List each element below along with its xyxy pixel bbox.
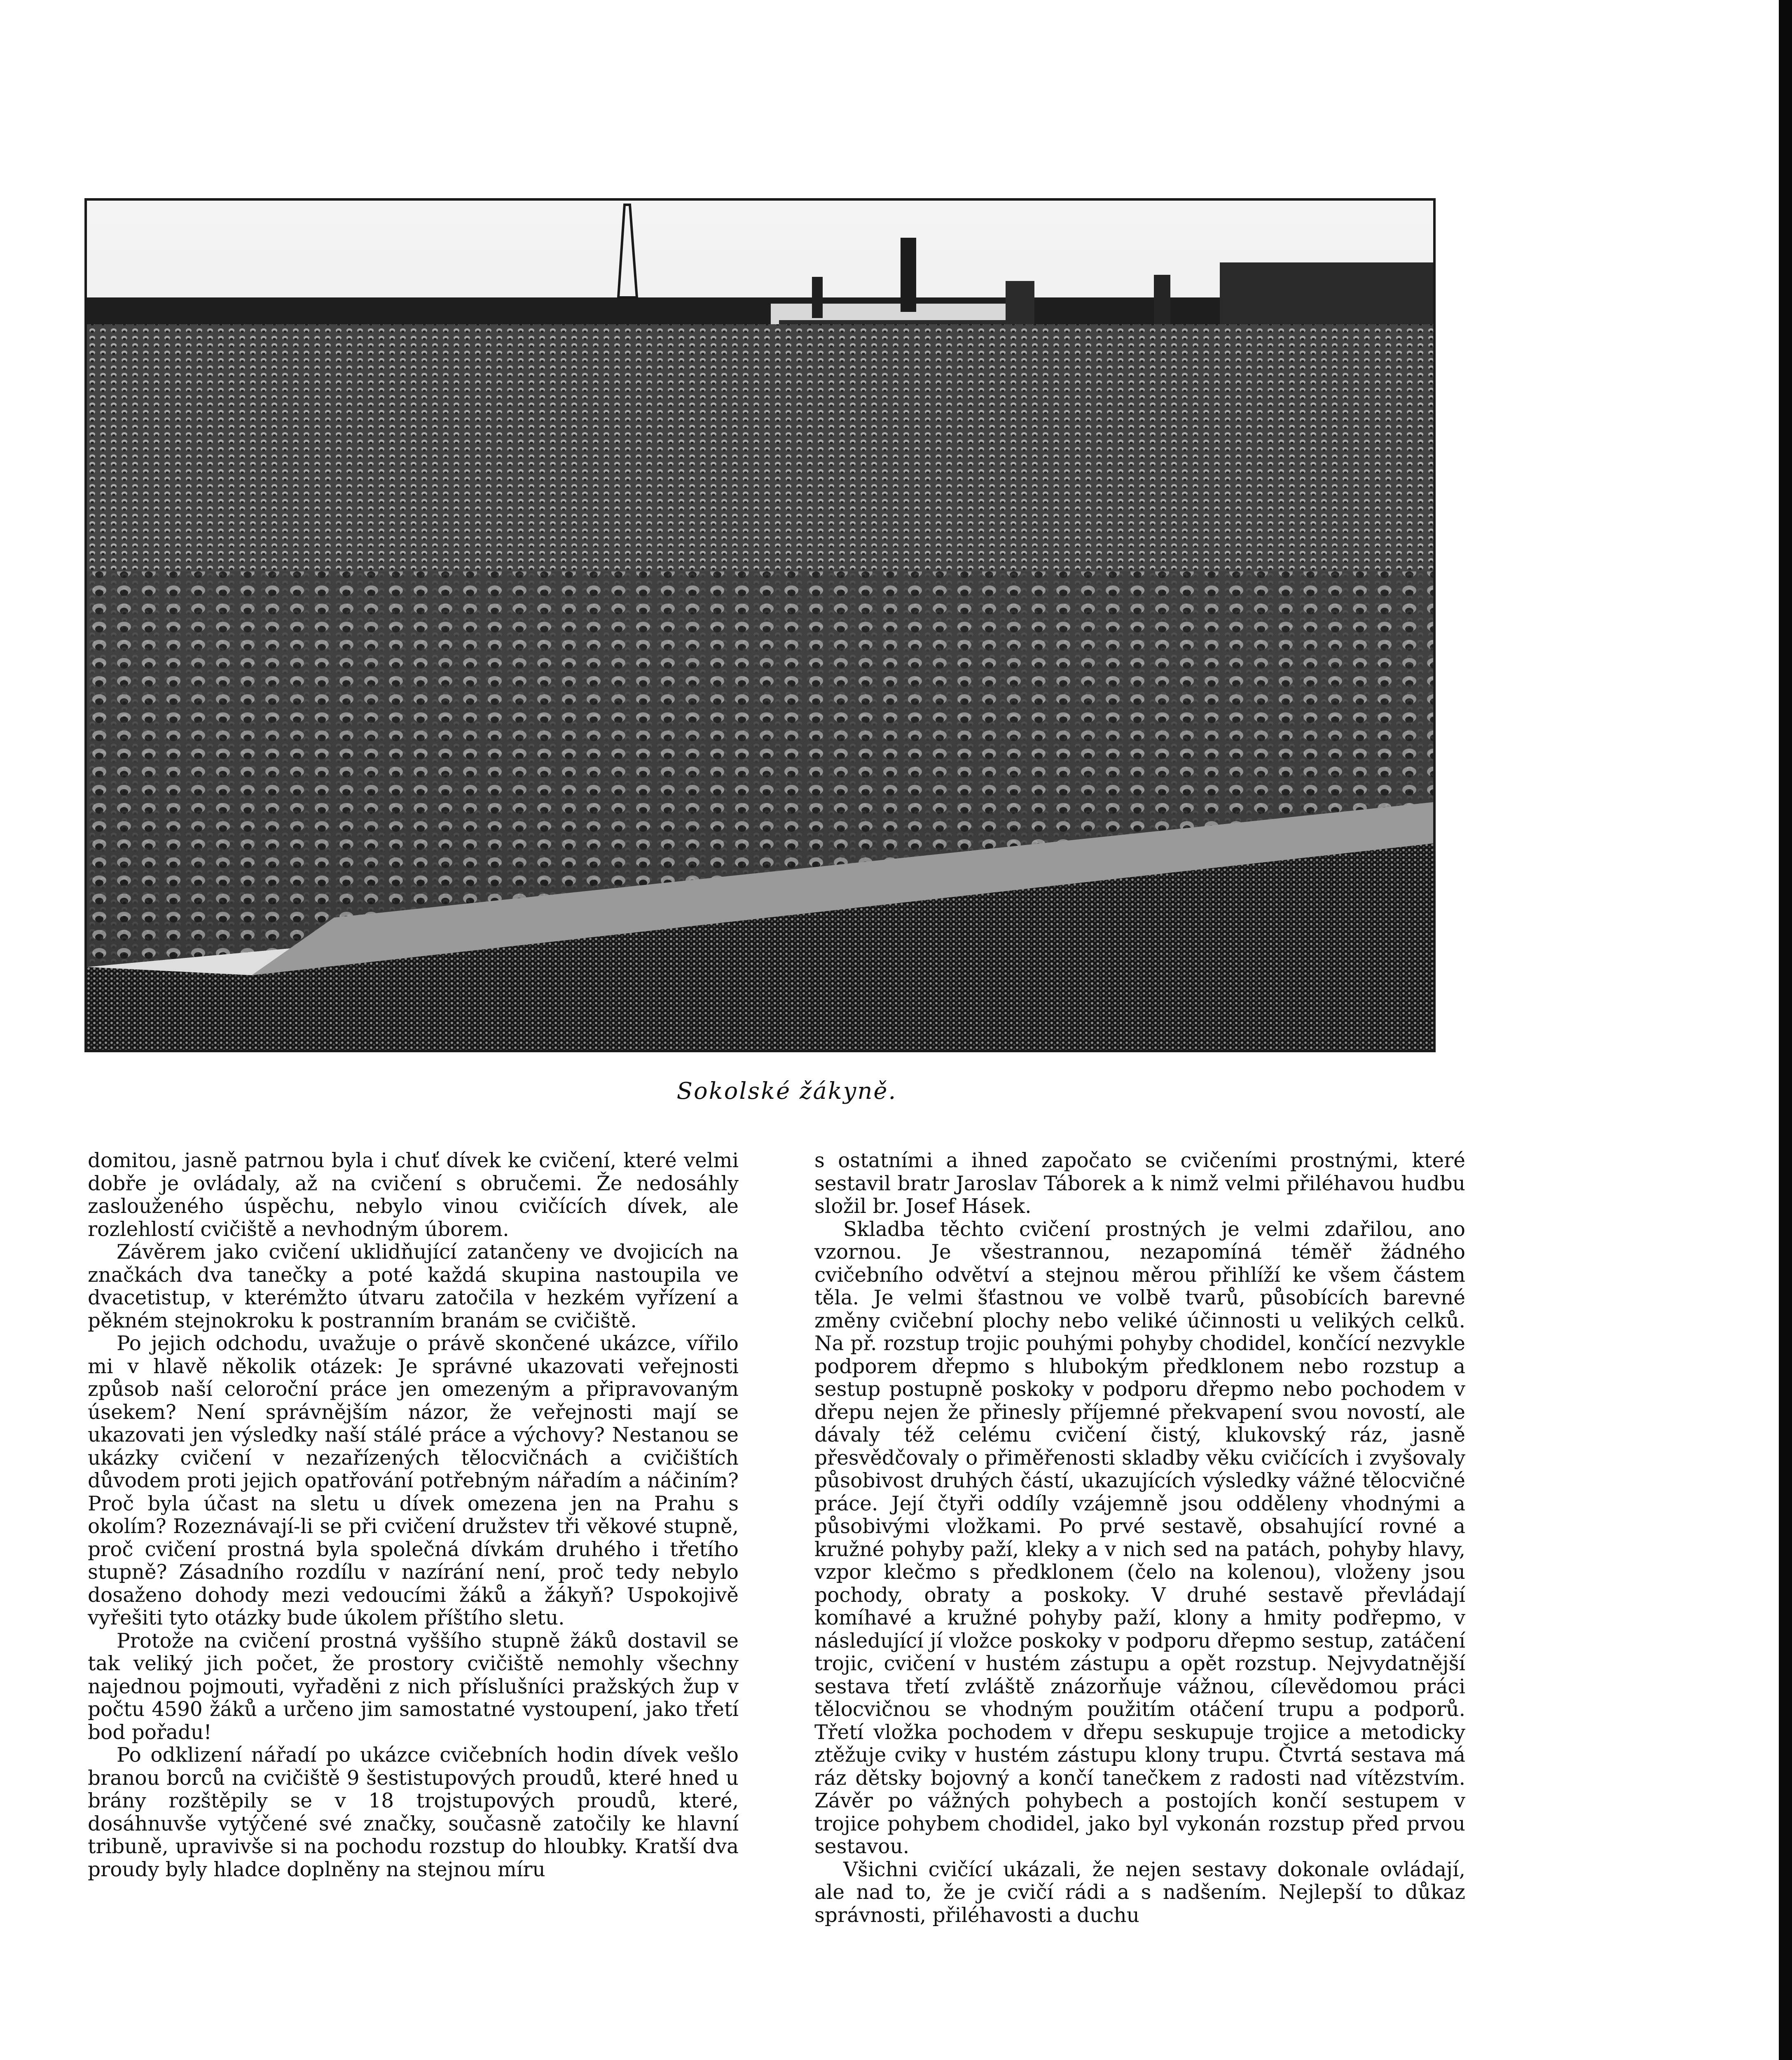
paragraph: domitou, jasně patrnou byla i chuť dívek ke cvičení, které velmi dobře je ovládaly, až na cvičení s obručemi. Že nedosáhly zaslouženého úspěchu, nebylo vinou cvičících dívek, ale rozlehlostí cvičiště a nevhodným úborem. — [88, 1149, 739, 1241]
scan-edge — [1779, 0, 1792, 2060]
paragraph: Po odklizení nářadí po ukázce cvičebních hodin dívek vešlo branou borců na cvičiště 9 šestistupových proudů, které hned u brány rozštěpily se v 18 trojstupových proudů, které, dosáhnuvše vytýčené své značky, současně zatočily ke hlavní tribuně, upravivše si na pochodu rozstup do hloubky. Kratší dva proudy byly hladce doplněny na stejnou míru — [88, 1744, 739, 1881]
paragraph: Závěrem jako cvičení uklidňující zatančeny ve dvojicích na značkách dva tanečky a poté každá skupina nastoupila ve dvacetistup, v kterémžto útvaru zatočila v hezkém vyřízení a pěkném stejnokroku k postranním branám se cvičiště. — [88, 1241, 739, 1332]
stadium-photo-image — [87, 201, 1433, 1050]
right-column — [814, 1149, 1465, 1927]
chimney — [901, 238, 916, 312]
left-column — [88, 1149, 739, 1881]
paragraph: s ostatními a ihned započato se cvičeními prostnými, které sestavil bratr Jaroslav Táborek a k nimž velmi přiléhavou hudbu složil br. Josef Hásek. — [814, 1149, 1465, 1218]
photo-caption: Sokolské žákyně. — [676, 1078, 897, 1105]
paragraph: Protože na cvičení prostná vyššího stupně žáků dostavil se tak veliký jich počet, že prostory cvičiště nemohly všechny najednou pojmouti, vyřaděni z nich příslušníci pražských žup v počtu 4590 žáků a určeno jim samostatné vystoupení, jako třetí bod pořadu! — [88, 1629, 739, 1744]
paragraph: Skladba těchto cvičení prostných je velmi zdařilou, ano vzornou. Je všestrannou, nezapomíná téměř žádného cvičebního odvětví a stejnou měrou přihlíží ke všem částem těla. Je velmi šťastnou ve volbě tvarů, působících barevné změny cvičební plochy nebo veliké účinnosti u velikých celků. Na př. rozstup trojic pouhými pohyby chodidel, končící nezvykle podporem dřepmo s hlubokým předklonem nebo rozstup a sestup postupně poskoky v podporu dřepmo nebo pochodem v dřepu nejen že přinesly příjemné překvapení svou novostí, ale dávaly též celému cvičení čistý, klukovský ráz, jasně přesvědčovaly o přiměřenosti skladby věku cvičících i zvyšovaly působivost druhých částí, ukazujících výsledky vážné tělocvičné práce. Její čtyři oddíly vzájemně jsou odděleny vhodnými a působivými vložkami. Po prvé sestavě, obsahující rovné a kružné pohyby paží, kleky a v nich sed na patách, pohyby hlavy, vzpor klečmo s předklonem (čelo na kolenou), vloženy jsou pochody, obraty a poskoky. V druhé sestavě převládají komíhavé a kružné pohyby paží, klony a hmity podřepmo, v následující jí vložce poskoky v podporu dřepmo sestup, zatáčení trojic, cvičení v hustém zástupu a opět rozstup. Nejvydatnější sestava třetí zvláště znázorňuje vážnou, cílevědomou práci tělocvičnou se vhodným použitím otáčení trupu a podporů. Třetí vložka pochodem v dřepu seskupuje trojice a metodicky ztěžuje cviky v hustém zástupu klony trupu. Čtvrtá sestava má ráz dětsky bojovný a končí tanečkem z radosti nad vítězstvím. Závěr po vážných pohybech a postojích končí sestupem v trojice pohybem chodidel, jako byl vykonán rozstup před prvou sestavou. — [814, 1217, 1465, 1858]
stadium-photo — [84, 198, 1436, 1052]
paragraph: Všichni cvičící ukázali, že nejen sestavy dokonale ovládají, ale nad to, že je cvičí rádi a s nadšením. Nejlepší to důkaz správnosti, přiléhavosti a duchu — [814, 1858, 1465, 1927]
paragraph: Po jejich odchodu, uvažuje o právě skončené ukázce, vířilo mi v hlavě několik otázek: Je správné ukazovati veřejnosti způsob naší celoroční práce jen omezeným a připravovaným úsekem? Není správnějším názor, že veřejnosti mají se ukazovati jen výsledky naší stálé práce a výchovy? Nestanou se ukázky cvičení v nezařízených tělocvičnách a cvičištích důvodem proti jejich opatřování potřebným nářadím a náčiním? Proč byla účast na sletu u dívek omezena jen na Prahu s okolím? Rozeznávají-li se při cvičení družstev tři věkové stupně, proč cvičení prostná byla společná dívkám druhého i třetího stupně? Zásadního rozdílu v nazírání není, proč tedy nebylo dosaženo dohody mezi vedoucími žáků a žákyň? Uspokojivě vyřešiti tyto otázky bude úkolem příštího sletu. — [88, 1332, 739, 1629]
